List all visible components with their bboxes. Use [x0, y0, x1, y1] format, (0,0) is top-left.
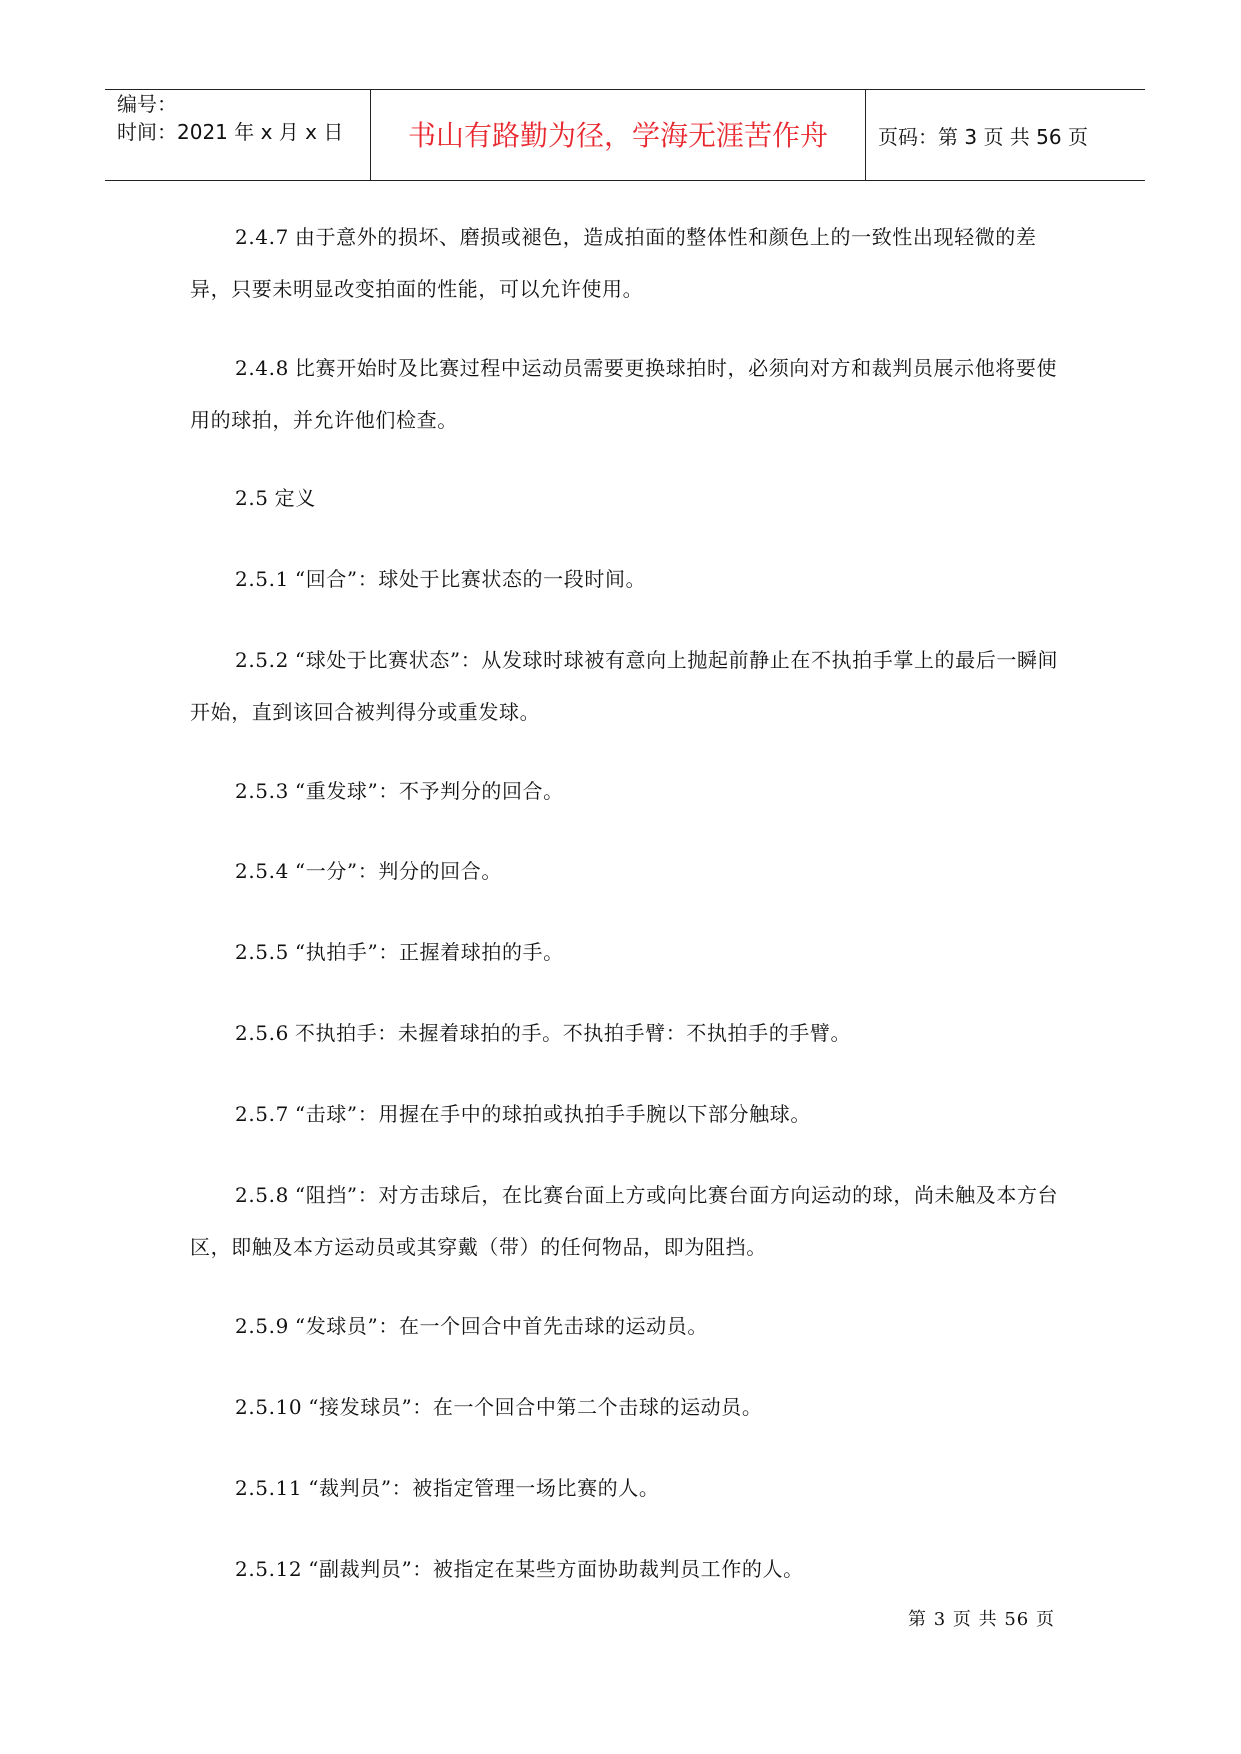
clause-number: 2.5.6	[235, 1021, 289, 1045]
paragraph	[190, 1300, 1062, 1352]
clause-text: “球处于比赛状态”：从发球时球被有意向上抛起前静止在不执拍手掌上的最后一瞬间开始，直到该回合被判得分或重发球。	[190, 648, 1059, 724]
clause-number: 2.5.4	[235, 859, 289, 883]
paragraph	[190, 1169, 1062, 1273]
clause-text: “一分”：判分的回合。	[294, 859, 502, 883]
paragraph	[190, 634, 1062, 738]
clause-text: “回合”：球处于比赛状态的一段时间。	[294, 567, 647, 591]
clause-text: “击球”：用握在手中的球拍或执拍手手腕以下部分触球。	[294, 1102, 811, 1126]
clause-text: 不执拍手：未握着球拍的手。不执拍手臂：不执拍手的手臂。	[294, 1021, 852, 1045]
header-motto: 书山有路勤为径，学海无涯苦作舟	[407, 119, 828, 152]
clause-text: 定义	[274, 486, 316, 510]
paragraph	[190, 926, 1062, 978]
header-motto-cell	[370, 90, 866, 180]
clause-number: 2.5.3	[235, 779, 289, 803]
clause-number: 2.5.10	[235, 1395, 303, 1419]
clause-number: 2.5.9	[235, 1314, 289, 1338]
clause-number: 2.4.7	[235, 225, 289, 249]
clause-text: “发球员”：在一个回合中首先击球的运动员。	[294, 1314, 708, 1338]
clause-text: “重发球”：不予判分的回合。	[294, 779, 564, 803]
document-number-label: 编号：	[117, 92, 177, 116]
paragraph	[190, 472, 1062, 524]
clause-number: 2.5.5	[235, 940, 289, 964]
clause-text: “执拍手”：正握着球拍的手。	[294, 940, 564, 964]
paragraph	[190, 765, 1062, 817]
paragraph	[190, 1007, 1062, 1059]
paragraph	[190, 845, 1062, 897]
header-meta-cell	[105, 90, 370, 180]
clause-text: 由于意外的损坏、磨损或褪色，造成拍面的整体性和颜色上的一致性出现轻微的差异，只要未明显改变拍面的性能，可以允许使用。	[190, 225, 1037, 301]
clause-number: 2.4.8	[235, 356, 289, 380]
clause-text: 比赛开始时及比赛过程中运动员需要更换球拍时，必须向对方和裁判员展示他将要使用的球拍，并允许他们检查。	[190, 356, 1058, 432]
clause-number: 2.5.7	[235, 1102, 289, 1126]
paragraph	[190, 1381, 1062, 1433]
clause-text: “副裁判员”：被指定在某些方面协助裁判员工作的人。	[308, 1557, 804, 1581]
clause-text: “接发球员”：在一个回合中第二个击球的运动员。	[308, 1395, 763, 1419]
paragraph	[190, 1543, 1062, 1595]
page-header	[105, 89, 1145, 181]
clause-text: “裁判员”：被指定管理一场比赛的人。	[308, 1476, 660, 1500]
clause-number: 2.5.12	[235, 1557, 303, 1581]
header-page-number: 页码：第 3 页 共 56 页	[878, 125, 1088, 149]
paragraph	[190, 211, 1062, 315]
clause-number: 2.5.11	[235, 1476, 303, 1500]
paragraph	[190, 553, 1062, 605]
header-page-cell	[866, 90, 1145, 180]
paragraph	[190, 342, 1062, 446]
clause-number: 2.5.8	[235, 1183, 289, 1207]
clause-number: 2.5	[235, 486, 269, 510]
page-footer-number: 第 3 页 共 56 页	[908, 1609, 1055, 1630]
clause-text: “阻挡”：对方击球后，在比赛台面上方或向比赛台面方向运动的球，尚未触及本方台区，即触及本方运动员或其穿戴（带）的任何物品，即为阻挡。	[190, 1183, 1059, 1259]
paragraph	[190, 1462, 1062, 1514]
clause-number: 2.5.2	[235, 648, 289, 672]
clause-number: 2.5.1	[235, 567, 289, 591]
paragraph	[190, 1088, 1062, 1140]
document-time-label: 时间：2021 年 x 月 x 日	[117, 120, 344, 144]
